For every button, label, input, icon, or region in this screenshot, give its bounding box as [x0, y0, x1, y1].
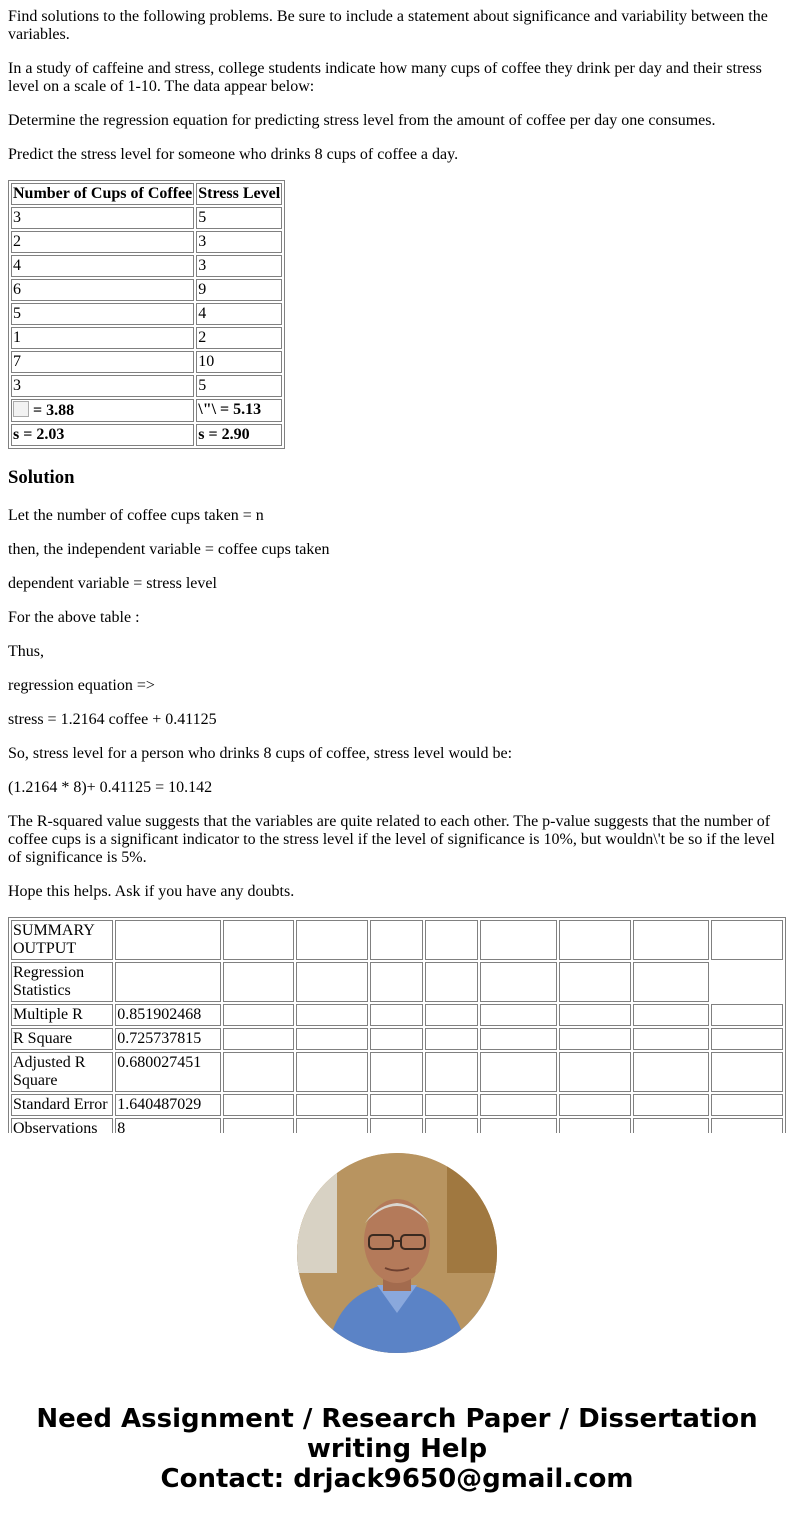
empty-cell	[633, 962, 710, 1002]
empty-cell	[370, 962, 423, 1002]
stat-value: 1.640487029	[115, 1094, 220, 1116]
empty-cell	[559, 962, 631, 1002]
column-header: Number of Cups of Coffee	[11, 183, 194, 205]
empty-cell	[296, 920, 368, 960]
empty-cell	[370, 1004, 423, 1026]
sd-y-cell: s = 2.90	[196, 424, 282, 446]
mean-row	[11, 399, 282, 422]
empty-cell	[223, 962, 295, 1002]
empty-cell	[223, 1004, 295, 1026]
regression-statistics-row	[11, 962, 783, 1002]
table-cell: 6	[11, 279, 194, 301]
summary-stat-row	[11, 1028, 783, 1050]
question-intro: Find solutions to the following problems. Be sure to include a statement about significance and variability between the variables.	[8, 8, 768, 43]
empty-cell	[480, 962, 557, 1002]
empty-cell	[633, 1052, 710, 1092]
column-header: Stress Level	[196, 183, 282, 205]
stat-value: 8	[115, 1118, 220, 1133]
solution-line: The R-squared value suggests that the variables are quite related to each other. The p-value suggests that the number of coffee cups is a significant indicator to the stress level if the level of significance is 10%, but wouldn\'t be so if the level of significance is 5%.	[8, 813, 775, 866]
stat-label: Adjusted R Square	[11, 1052, 113, 1092]
stat-value: 0.851902468	[115, 1004, 220, 1026]
mean-x-cell	[11, 399, 194, 422]
empty-cell	[633, 1094, 710, 1116]
table-row	[11, 207, 282, 229]
table-cell: 3	[11, 375, 194, 397]
document	[8, 8, 786, 1133]
empty-cell	[425, 1118, 478, 1133]
empty-cell	[223, 1118, 295, 1133]
promo-line-1: Need Assignment / Research Paper / Dissertation writing Help	[36, 1404, 758, 1464]
table-cell: 2	[196, 327, 282, 349]
empty-cell	[296, 1052, 368, 1092]
table-row	[11, 231, 282, 253]
summary-title-cell: SUMMARY OUTPUT	[11, 920, 113, 960]
empty-cell	[296, 1118, 368, 1133]
stat-label: Multiple R	[11, 1004, 113, 1026]
promo-contact[interactable]: Contact: drjack9650@gmail.com	[160, 1464, 634, 1494]
stat-label: Observations	[11, 1118, 113, 1133]
empty-cell	[425, 1028, 478, 1050]
empty-cell	[480, 1028, 557, 1050]
mean-x-value: = 3.88	[33, 402, 75, 419]
empty-cell	[559, 920, 631, 960]
sd-row	[11, 424, 282, 446]
table-cell: 3	[196, 231, 282, 253]
question-study: In a study of caffeine and stress, college students indicate how many cups of coffee they drink per day and their stress level on a scale of 1-10. The data appear below:	[8, 60, 762, 95]
solution-line: stress = 1.2164 coffee + 0.41125	[8, 711, 217, 728]
summary-stat-row	[11, 1118, 783, 1133]
empty-cell	[559, 1004, 631, 1026]
summary-output-table	[8, 917, 786, 1133]
empty-cell	[115, 962, 220, 1002]
empty-cell	[296, 962, 368, 1002]
stat-label: R Square	[11, 1028, 113, 1050]
empty-cell	[633, 920, 710, 960]
empty-cell	[711, 1004, 783, 1026]
empty-cell	[480, 1004, 557, 1026]
empty-cell	[296, 1028, 368, 1050]
promo-banner	[0, 1404, 794, 1494]
table-row	[11, 375, 282, 397]
sd-x-cell: s = 2.03	[11, 424, 194, 446]
blank-cell	[711, 962, 783, 1002]
empty-cell	[559, 1028, 631, 1050]
summary-stat-row	[11, 1004, 783, 1026]
summary-title-row	[11, 920, 783, 960]
table-cell: 4	[196, 303, 282, 325]
table-row	[11, 351, 282, 373]
empty-cell	[480, 920, 557, 960]
solution-line: dependent variable = stress level	[8, 575, 217, 592]
empty-cell	[559, 1118, 631, 1133]
empty-cell	[223, 920, 295, 960]
stat-value: 0.725737815	[115, 1028, 220, 1050]
empty-cell	[425, 1004, 478, 1026]
empty-cell	[711, 1028, 783, 1050]
table-cell: 5	[11, 303, 194, 325]
table-cell: 4	[11, 255, 194, 277]
empty-cell	[425, 962, 478, 1002]
table-cell: 10	[196, 351, 282, 373]
table-cell: 9	[196, 279, 282, 301]
table-cell: 7	[11, 351, 194, 373]
empty-cell	[480, 1118, 557, 1133]
coffee-stress-table	[8, 180, 285, 449]
question-task-1: Determine the regression equation for predicting stress level from the amount of coffee per day one consumes.	[8, 112, 716, 129]
solution-line: Hope this helps. Ask if you have any doubts.	[8, 883, 295, 900]
empty-cell	[633, 1004, 710, 1026]
solution-line: then, the independent variable = coffee cups taken	[8, 541, 330, 558]
table-row	[11, 255, 282, 277]
empty-cell	[296, 1094, 368, 1116]
empty-cell	[425, 1094, 478, 1116]
author-photo	[297, 1153, 497, 1353]
empty-cell	[711, 1052, 783, 1092]
empty-cell	[480, 1052, 557, 1092]
empty-cell	[370, 1028, 423, 1050]
table-cell: 5	[196, 375, 282, 397]
empty-cell	[296, 1004, 368, 1026]
summary-output-clip	[8, 917, 786, 1133]
empty-cell	[223, 1094, 295, 1116]
table-cell: 2	[11, 231, 194, 253]
empty-cell	[115, 920, 220, 960]
stat-label: Standard Error	[11, 1094, 113, 1116]
empty-cell	[559, 1052, 631, 1092]
empty-cell	[370, 920, 423, 960]
table-header-row	[11, 183, 282, 205]
solution-line: For the above table :	[8, 609, 140, 626]
empty-cell	[559, 1094, 631, 1116]
summary-stat-row	[11, 1052, 783, 1092]
solution-line: regression equation =>	[8, 677, 155, 694]
empty-cell	[633, 1028, 710, 1050]
table-row	[11, 279, 282, 301]
empty-cell	[711, 920, 783, 960]
table-cell: 5	[196, 207, 282, 229]
section-label-cell: Regression Statistics	[11, 962, 113, 1002]
table-row	[11, 303, 282, 325]
table-cell: 3	[196, 255, 282, 277]
table-row	[11, 327, 282, 349]
empty-cell	[370, 1094, 423, 1116]
empty-cell	[711, 1094, 783, 1116]
empty-cell	[711, 1118, 783, 1133]
solution-line: Let the number of coffee cups taken = n	[8, 507, 264, 524]
solution-heading: Solution	[8, 467, 75, 488]
solution-line: So, stress level for a person who drinks 8 cups of coffee, stress level would be:	[8, 745, 513, 762]
empty-cell	[370, 1052, 423, 1092]
table-cell: 1	[11, 327, 194, 349]
empty-cell	[425, 1052, 478, 1092]
question-task-2: Predict the stress level for someone who drinks 8 cups of coffee a day.	[8, 146, 459, 163]
solution-line: (1.2164 * 8)+ 0.41125 = 10.142	[8, 779, 213, 796]
stat-value: 0.680027451	[115, 1052, 220, 1092]
table-cell: 3	[11, 207, 194, 229]
mean-y-cell: \"\ = 5.13	[196, 399, 282, 422]
summary-stat-row	[11, 1094, 783, 1116]
solution-line: Thus,	[8, 643, 44, 660]
empty-cell	[223, 1028, 295, 1050]
empty-cell	[425, 920, 478, 960]
empty-cell	[633, 1118, 710, 1133]
empty-cell	[223, 1052, 295, 1092]
empty-cell	[370, 1118, 423, 1133]
solution-body	[8, 507, 786, 901]
broken-image-icon	[13, 401, 29, 417]
empty-cell	[480, 1094, 557, 1116]
